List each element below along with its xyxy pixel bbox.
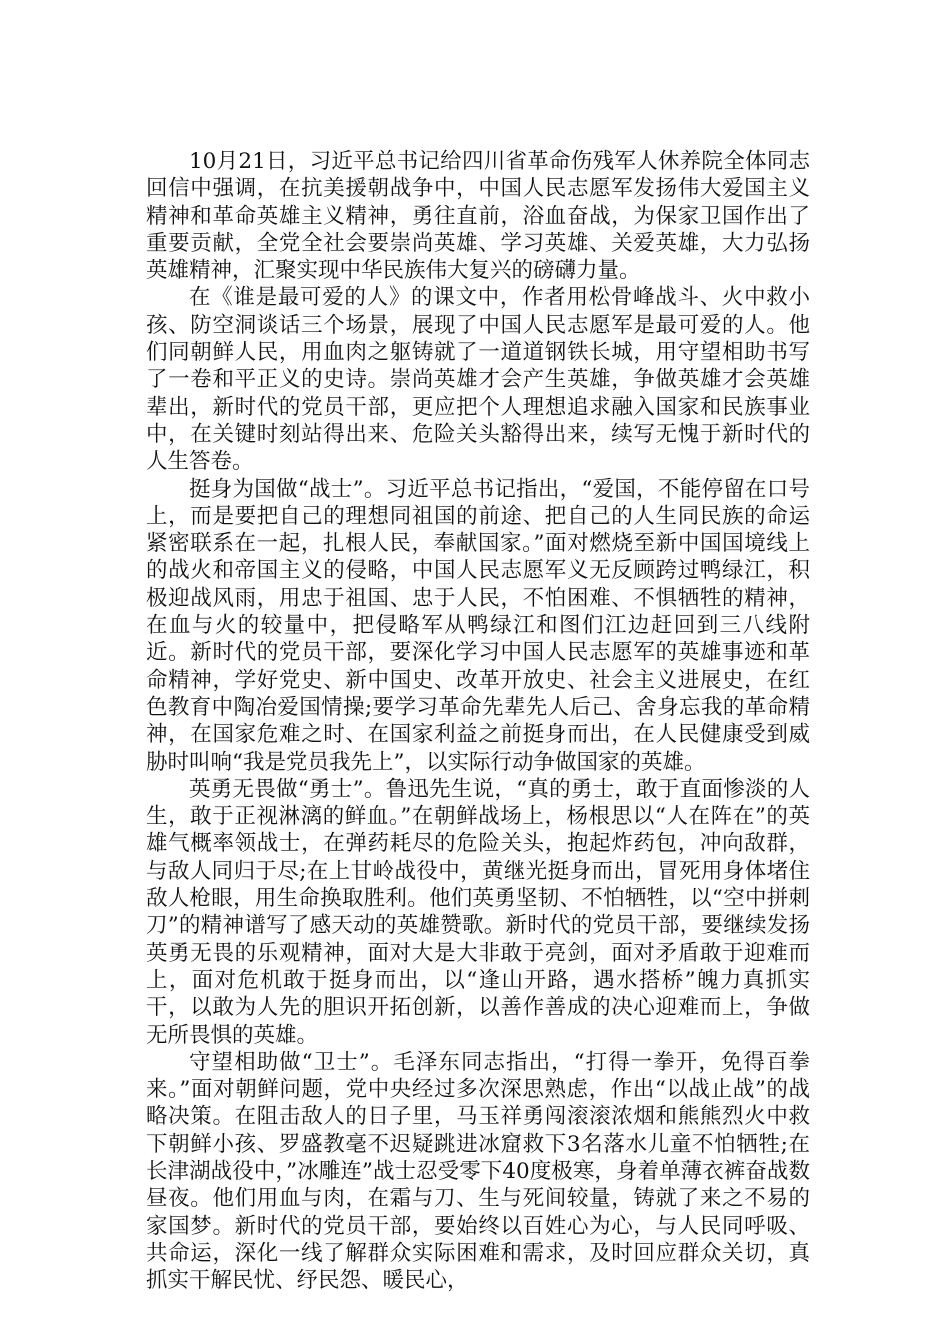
paragraph-1: 10月21日，习近平总书记给四川省革命伤残军人休养院全体同志回信中强调，在抗美援朝战争中，中国人民志愿军发扬伟大爱国主义精神和革命英雄主义精神，勇往直前，浴血奋战，为保家卫国作出了重要贡献，全党全社会要崇尚英雄、学习英雄、关爱英雄，大力弘扬英雄精神，汇聚实现中华民族伟大复兴的磅礴力量。 bbox=[146, 149, 810, 284]
document-body bbox=[146, 148, 810, 1294]
paragraph-4: 英勇无畏做“勇士”。鲁迅先生说，“真的勇士，敢于直面惨淡的人生，敢于正视淋漓的鲜血。”在朝鲜战场上，杨根思以“人在阵在”的英雄气概率领战士，在弹药耗尽的危险关头，抱起炸药包，冲向敌群，与敌人同归于尽;在上甘岭战役中，黄继光挺身而出，冒死用身体堵住敌人枪眼，用生命换取胜利。他们英勇坚韧、不怕牺牲，以“空中拼刺刀”的精神谱写了感天动的英雄赞歌。新时代的党员干部，要继续发扬英勇无畏的乐观精神，面对大是大非敢于亮剑，面对矛盾敢于迎难而上，面对危机敢于挺身而出，以“逢山开路，遇水搭桥”魄力真抓实干，以敢为人先的胆识开拓创新，以善作善成的决心迎难而上，争做无所畏惧的英雄。 bbox=[146, 776, 810, 1048]
paragraph-2: 在《谁是最可爱的人》的课文中，作者用松骨峰战斗、火中救小孩、防空洞谈话三个场景，展现了中国人民志愿军是最可爱的人。他们同朝鲜人民，用血肉之躯铸就了一道道钢铁长城，用守望相助书写了一卷和平正义的史诗。崇尚英雄才会产生英雄，争做英雄才会英雄辈出，新时代的党员干部，更应把个人理想追求融入国家和民族事业中，在关键时刻站得出来、危险关头豁得出来，续写无愧于新时代的人生答卷。 bbox=[146, 285, 810, 475]
paragraph-3: 挺身为国做“战士”。习近平总书记指出，“爱国，不能停留在口号上，而是要把自己的理想同祖国的前途、把自己的人生同民族的命运紧密联系在一起，扎根人民，奉献国家。”面对燃烧至新中国国境线上的战火和帝国主义的侵略，中国人民志愿军义无反顾跨过鸭绿江，积极迎战风雨，用忠于祖国、忠于人民，不怕困难、不惧牺牲的精神，在血与火的较量中，把侵略军从鸭绿江和图们江边赶回到三八线附近。新时代的党员干部，要深化学习中国人民志愿军的英雄事迹和革命精神，学好党史、新中国史、改革开放史、社会主义进展史，在红色教育中陶冶爱国情操;要学习革命先辈先人后己、舍身忘我的革命精神，在国家危难之时、在国家利益之前挺身而出，在人民健康受到威胁时叫响“我是党员我先上”，以实际行动争做国家的英雄。 bbox=[146, 476, 810, 775]
paragraph-5: 守望相助做“卫士”。毛泽东同志指出，“打得一拳开，免得百拳来。”面对朝鲜问题，党中央经过多次深思熟虑，作出“以战止战”的战略决策。在阻击敌人的日子里，马玉祥勇闯滚滚浓烟和熊熊烈火中救下朝鲜小孩、罗盛教毫不迟疑跳进冰窟救下3名落水儿童不怕牺牲;在长津湖战役中，”冰雕连”战士忍受零下40度极寒，身着单薄衣裤奋战数昼夜。他们用血与肉，在霜与刀、生与死间较量，铸就了来之不易的家国梦。新时代的党员干部，要始终以百姓心为心，与人民同呼吸、共命运，深化一线了解群众实际困难和需求，及时回应群众关切，真抓实干解民忧、纾民怨、暖民心， bbox=[146, 1049, 810, 1294]
